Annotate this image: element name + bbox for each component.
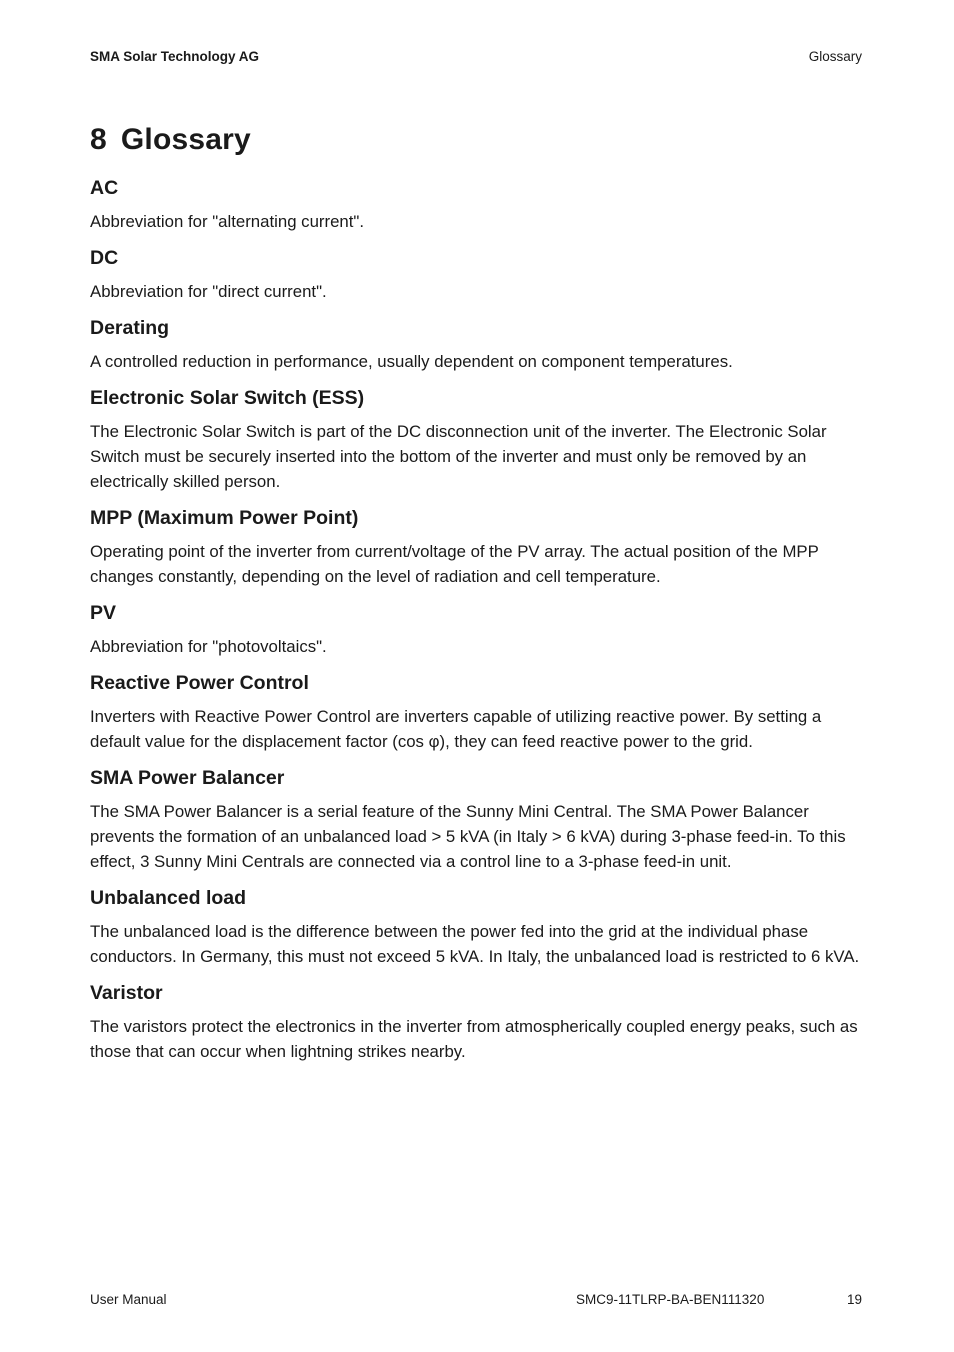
glossary-entry-derating (90, 315, 865, 374)
glossary-entry-ess (90, 385, 865, 494)
glossary-term: Varistor (90, 982, 163, 1004)
chapter-title-text: Glossary (120, 123, 251, 156)
footer-document-code: SMC9-11TLRP-BA-BEN111320 (576, 1292, 765, 1307)
glossary-term: AC (90, 177, 119, 199)
glossary-definition: The SMA Power Balancer is a serial feature of the Sunny Mini Central. The SMA Power Balancer prevents the formation of an unbalanced load > 5 kVA (in Italy > 6 kVA) during 3-phase feed-in. To this effect, 3 Sunny Mini Centrals are connected via a control line to a 3-phase feed-in unit. (90, 802, 846, 871)
footer-document-type: User Manual (90, 1292, 167, 1307)
glossary-entry-pv (90, 600, 865, 659)
glossary-term: Unbalanced load (90, 887, 247, 909)
glossary-definition: Operating point of the inverter from current/voltage of the PV array. The actual position of the MPP changes constantly, depending on the level of radiation and cell temperature. (90, 542, 819, 586)
glossary-definition: A controlled reduction in performance, usually dependent on component temperatures. (90, 352, 733, 371)
glossary-term: DC (90, 247, 119, 269)
glossary-term: Electronic Solar Switch (ESS) (90, 387, 365, 409)
glossary-definition: The Electronic Solar Switch is part of the DC disconnection unit of the inverter. The Electronic Solar Switch must be securely inserted into the bottom of the inverter and must only be removed by an electrically skilled person. (90, 422, 827, 491)
glossary-term: Reactive Power Control (90, 672, 309, 694)
glossary-term: SMA Power Balancer (90, 767, 285, 789)
glossary-term: MPP (Maximum Power Point) (90, 507, 359, 529)
glossary-term: Derating (90, 317, 170, 339)
glossary-entry-mpp (90, 505, 865, 589)
glossary-term: PV (90, 602, 117, 624)
glossary-definition: Abbreviation for "alternating current". (90, 212, 365, 231)
page-title (90, 123, 251, 157)
glossary-entry-ac (90, 175, 865, 234)
glossary-definition: Abbreviation for "direct current". (90, 282, 327, 301)
glossary-list (90, 175, 865, 1075)
glossary-entry-reactive-power-control (90, 670, 865, 754)
chapter-number: 8 (90, 123, 107, 156)
footer-page-number: 19 (846, 1292, 862, 1307)
glossary-definition: The unbalanced load is the difference between the power fed into the grid at the individual phase conductors. In Germany, this must not exceed 5 kVA. In Italy, the unbalanced load is restricted to 6 kVA. (90, 922, 860, 966)
header-company: SMA Solar Technology AG (90, 49, 260, 64)
glossary-entry-varistor (90, 980, 865, 1064)
glossary-definition: Abbreviation for "photovoltaics". (90, 637, 327, 656)
glossary-entry-unbalanced-load (90, 885, 865, 969)
glossary-definition: The varistors protect the electronics in the inverter from atmospherically coupled energy peaks, such as those that can occur when lightning strikes nearby. (90, 1017, 858, 1061)
header-section: Glossary (808, 49, 862, 64)
glossary-definition: Inverters with Reactive Power Control are inverters capable of utilizing reactive power. By setting a default value for the displacement factor (cos φ), they can feed reactive power to the grid. (90, 707, 822, 751)
glossary-entry-sma-power-balancer (90, 765, 865, 874)
glossary-entry-dc (90, 245, 865, 304)
